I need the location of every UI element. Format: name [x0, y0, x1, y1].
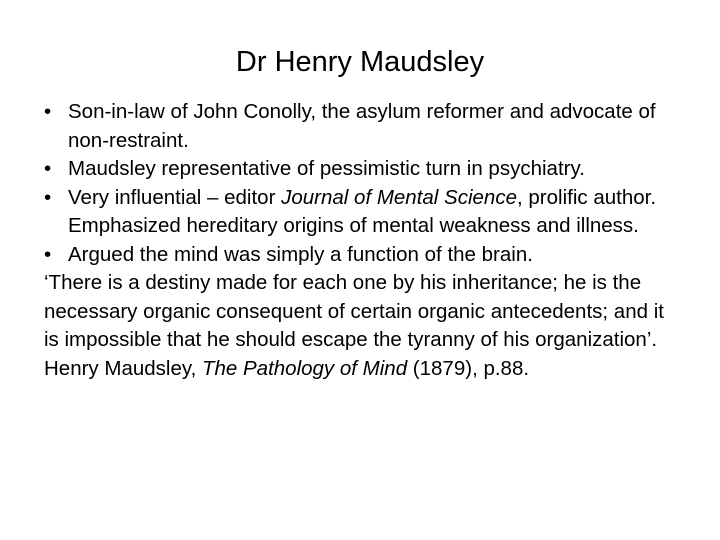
citation — [44, 355, 684, 384]
slide-title: Dr Henry Maudsley — [235, 46, 485, 78]
bullet-item — [44, 155, 684, 184]
citation-details: (1879), p.88. — [407, 356, 530, 380]
bullet-marker: • — [44, 242, 52, 266]
journal-title: Journal of Mental Science — [281, 185, 517, 209]
bullet-list — [44, 98, 684, 269]
bullet-text-after: , prolific author. Emphasized hereditary origins of mental weakness and illness. — [68, 185, 657, 237]
citation-work: The Pathology of Mind — [201, 356, 408, 380]
bullet-text: Maudsley representative of pessimistic turn in psychiatry. — [68, 157, 585, 180]
bullet-item — [44, 98, 684, 155]
bullet-text: Argued the mind was simply a function of the brain. — [68, 242, 533, 266]
slide-content — [44, 98, 684, 383]
bullet-marker: • — [44, 157, 52, 180]
citation-author: Henry Maudsley, — [44, 356, 202, 380]
bullet-text-before: Very influential – editor — [68, 185, 282, 209]
quote: ‘There is a destiny made for each one by his inheritance; he is the necessary organic consequent of certain organic antecedents; and it is impossible that he should escape the tyranny of his organization’. — [44, 271, 664, 351]
bullet-marker: • — [44, 185, 52, 209]
bullet-item — [44, 241, 684, 270]
bullet-marker: • — [44, 100, 52, 123]
bullet-text: Son-in-law of John Conolly, the asylum reformer and advocate of non-restraint. — [68, 100, 656, 152]
bullet-item — [44, 184, 684, 241]
